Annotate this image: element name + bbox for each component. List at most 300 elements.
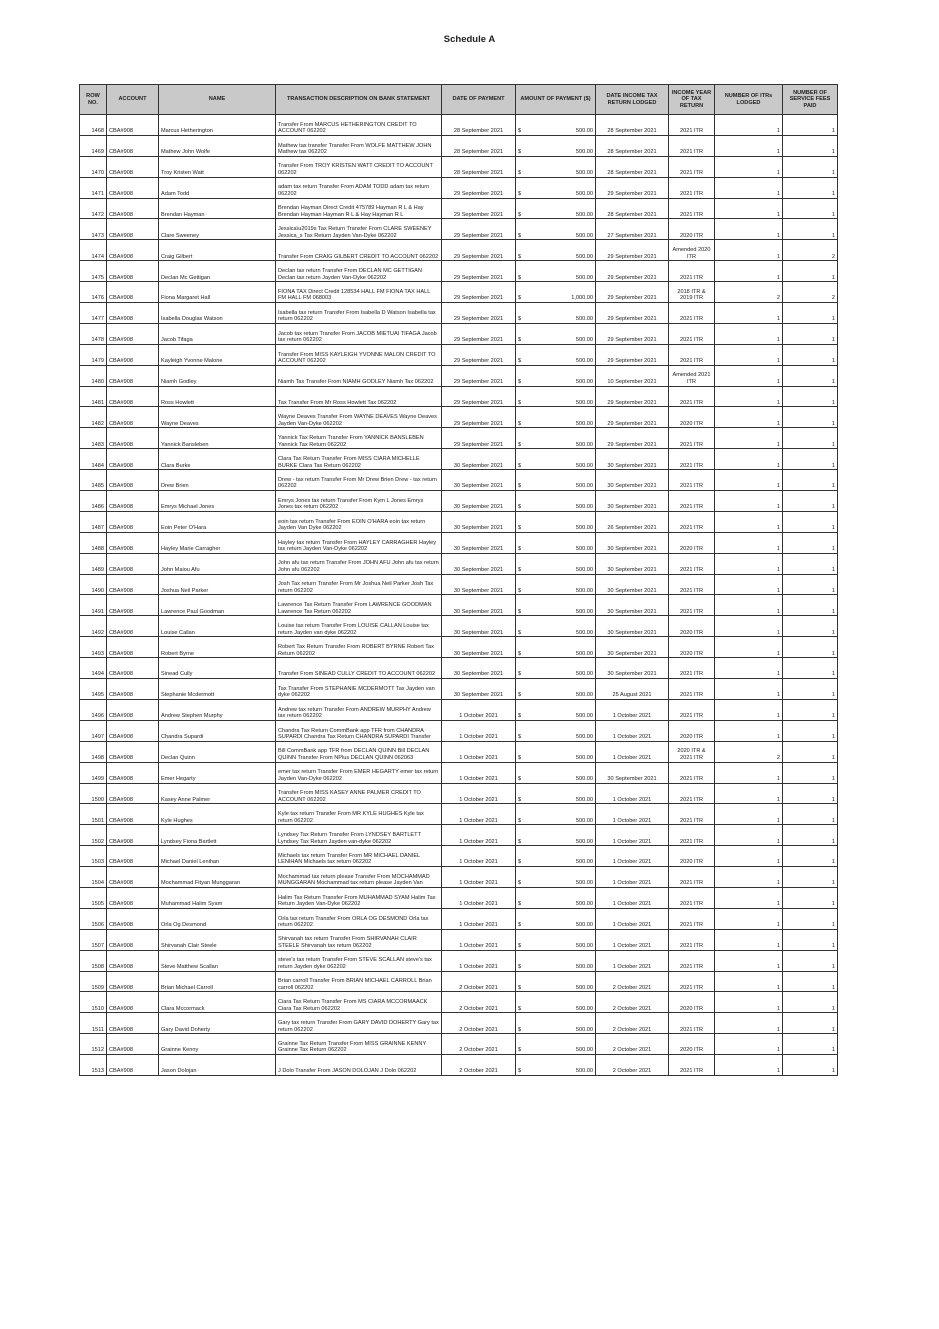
- transaction-description-cell: Mochammad tax return please Transfer From MOCHAMMAD MUNGGARAN Mochammad tax return please Jayden Van: [276, 867, 442, 888]
- currency-symbol: $: [518, 274, 522, 281]
- table-row: [80, 637, 838, 658]
- currency-symbol: $: [518, 1026, 522, 1033]
- income-year-cell: 2021 ITR: [669, 511, 715, 532]
- transaction-description-cell: Jacob tax return Transfer From JACOB MIETUAI TIFAGA Jacob tax return 062202: [276, 323, 442, 344]
- date-of-payment-cell: 30 September 2021: [442, 470, 516, 491]
- transaction-description-cell: adam tax return Transfer From ADAM TODD adam tax return 062202: [276, 177, 442, 198]
- row-number-cell: 1493: [80, 637, 107, 658]
- date-lodged-cell: 29 September 2021: [596, 344, 669, 365]
- header-service-fees-paid: NUMBER OF SERVICE FEES PAID: [783, 85, 838, 115]
- itrs-lodged-cell: 1: [715, 992, 783, 1013]
- transaction-description-cell: Tax Transfer From STEPHANIE MCDERMOTT Tax Jayden van dyke 062202: [276, 679, 442, 700]
- date-of-payment-cell: 29 September 2021: [442, 428, 516, 449]
- name-cell: Eoin Peter O'Hara: [159, 511, 276, 532]
- service-fees-cell: 1: [783, 616, 838, 637]
- amount-value: 500.00: [575, 1047, 593, 1054]
- currency-symbol: $: [518, 441, 522, 448]
- date-of-payment-cell: 2 October 2021: [442, 1055, 516, 1076]
- name-cell: Kayleigh Yvonne Malone: [159, 344, 276, 365]
- itrs-lodged-cell: 1: [715, 449, 783, 470]
- account-cell: CBA#908: [107, 616, 159, 637]
- amount-cell: [516, 511, 596, 532]
- table-row: [80, 804, 838, 825]
- itrs-lodged-cell: 1: [715, 198, 783, 219]
- table-row: [80, 470, 838, 491]
- currency-symbol: $: [518, 775, 522, 782]
- transaction-description-cell: John afu tax return Transfer From JOHN AFU John afu tax return John afu 062202: [276, 553, 442, 574]
- date-lodged-cell: 27 September 2021: [596, 219, 669, 240]
- amount-value: 500.00: [575, 274, 593, 281]
- itrs-lodged-cell: 1: [715, 553, 783, 574]
- amount-cell: [516, 115, 596, 136]
- service-fees-cell: 1: [783, 825, 838, 846]
- income-year-cell: 2021 ITR: [669, 595, 715, 616]
- transaction-description-cell: Transfer From MISS KAYLEIGH YVONNE MALON CREDIT TO ACCOUNT 062202: [276, 344, 442, 365]
- date-lodged-cell: 1 October 2021: [596, 908, 669, 929]
- date-lodged-cell: 30 September 2021: [596, 449, 669, 470]
- amount-value: 500.00: [575, 211, 593, 218]
- amount-value: 500.00: [575, 608, 593, 615]
- service-fees-cell: 1: [783, 428, 838, 449]
- amount-cell: [516, 261, 596, 282]
- name-cell: Steve Matthew Scallan: [159, 950, 276, 971]
- service-fees-cell: 1: [783, 1034, 838, 1055]
- service-fees-cell: 1: [783, 846, 838, 867]
- table-row: [80, 825, 838, 846]
- income-year-cell: 2021 ITR: [669, 428, 715, 449]
- itrs-lodged-cell: 1: [715, 762, 783, 783]
- date-lodged-cell: 1 October 2021: [596, 783, 669, 804]
- itrs-lodged-cell: 1: [715, 240, 783, 261]
- amount-cell: [516, 595, 596, 616]
- income-year-cell: 2021 ITR: [669, 323, 715, 344]
- currency-symbol: $: [518, 546, 522, 553]
- transaction-description-cell: Mathew tax transfer Transfer From WOLFE MATTHEW JOHN Mathew tax 062202: [276, 135, 442, 156]
- date-of-payment-cell: 2 October 2021: [442, 1013, 516, 1034]
- account-cell: CBA#908: [107, 449, 159, 470]
- row-number-cell: 1511: [80, 1013, 107, 1034]
- currency-symbol: $: [518, 838, 522, 845]
- name-cell: Craig Gilbert: [159, 240, 276, 261]
- transaction-description-cell: Niamh Tax Transfer From NIAMH GODLEY Niamh Tax 062202: [276, 365, 442, 386]
- row-number-cell: 1480: [80, 365, 107, 386]
- row-number-cell: 1500: [80, 783, 107, 804]
- account-cell: CBA#908: [107, 135, 159, 156]
- transaction-description-cell: Brian carroll Transfer From BRIAN MICHAEL CARROLL Brian carroll 062202: [276, 971, 442, 992]
- itrs-lodged-cell: 1: [715, 929, 783, 950]
- amount-value: 500.00: [575, 149, 593, 156]
- table-row: [80, 1013, 838, 1034]
- amount-cell: [516, 135, 596, 156]
- itrs-lodged-cell: 1: [715, 135, 783, 156]
- table-row: [80, 261, 838, 282]
- account-cell: CBA#908: [107, 699, 159, 720]
- amount-cell: [516, 804, 596, 825]
- amount-value: 500.00: [575, 838, 593, 845]
- service-fees-cell: 1: [783, 156, 838, 177]
- name-cell: Mathew John Wolfe: [159, 135, 276, 156]
- amount-value: 500.00: [575, 692, 593, 699]
- amount-cell: [516, 198, 596, 219]
- row-number-cell: 1508: [80, 950, 107, 971]
- currency-symbol: $: [518, 817, 522, 824]
- name-cell: Andrew Stephen Murphy: [159, 699, 276, 720]
- date-of-payment-cell: 1 October 2021: [442, 741, 516, 762]
- currency-symbol: $: [518, 190, 522, 197]
- currency-symbol: $: [518, 755, 522, 762]
- currency-symbol: $: [518, 462, 522, 469]
- income-year-cell: 2020 ITR: [669, 720, 715, 741]
- amount-value: 500.00: [575, 901, 593, 908]
- table-row: [80, 449, 838, 470]
- amount-value: 500.00: [575, 1026, 593, 1033]
- service-fees-cell: 1: [783, 407, 838, 428]
- date-of-payment-cell: 30 September 2021: [442, 679, 516, 700]
- transaction-description-cell: Hayley tax return Transfer From HAYLEY CARRAGHER Hayley tax return Jayden Van-Dyke 062202: [276, 532, 442, 553]
- income-year-cell: 2020 ITR: [669, 992, 715, 1013]
- transaction-description-cell: Transfer From TROY KRISTEN WATT CREDIT TO ACCOUNT 062202: [276, 156, 442, 177]
- income-year-cell: 2021 ITR: [669, 449, 715, 470]
- amount-cell: [516, 741, 596, 762]
- itrs-lodged-cell: 1: [715, 470, 783, 491]
- income-year-cell: 2021 ITR: [669, 470, 715, 491]
- itrs-lodged-cell: 1: [715, 637, 783, 658]
- date-lodged-cell: 28 September 2021: [596, 156, 669, 177]
- amount-value: 500.00: [575, 525, 593, 532]
- income-year-cell: 2021 ITR: [669, 344, 715, 365]
- date-of-payment-cell: 30 September 2021: [442, 595, 516, 616]
- service-fees-cell: 1: [783, 637, 838, 658]
- service-fees-cell: 1: [783, 804, 838, 825]
- account-cell: CBA#908: [107, 386, 159, 407]
- row-number-cell: 1484: [80, 449, 107, 470]
- date-lodged-cell: 30 September 2021: [596, 574, 669, 595]
- date-of-payment-cell: 29 September 2021: [442, 282, 516, 303]
- amount-value: 500.00: [575, 587, 593, 594]
- row-number-cell: 1505: [80, 887, 107, 908]
- date-lodged-cell: 1 October 2021: [596, 804, 669, 825]
- currency-symbol: $: [518, 608, 522, 615]
- row-number-cell: 1482: [80, 407, 107, 428]
- income-year-cell: 2018 ITR & 2019 ITR: [669, 282, 715, 303]
- service-fees-cell: 1: [783, 720, 838, 741]
- income-year-cell: 2021 ITR: [669, 386, 715, 407]
- account-cell: CBA#908: [107, 908, 159, 929]
- service-fees-cell: 1: [783, 386, 838, 407]
- amount-cell: [516, 616, 596, 637]
- amount-value: 500.00: [575, 358, 593, 365]
- header-amount-of-payment: AMOUNT OF PAYMENT ($): [516, 85, 596, 115]
- date-of-payment-cell: 1 October 2021: [442, 950, 516, 971]
- date-lodged-cell: 1 October 2021: [596, 825, 669, 846]
- account-cell: CBA#908: [107, 1013, 159, 1034]
- header-name: NAME: [159, 85, 276, 115]
- transaction-description-cell: Gary tax return Transfer From GARY DAVID DOHERTY Gary tax return 062202: [276, 1013, 442, 1034]
- itrs-lodged-cell: 2: [715, 741, 783, 762]
- account-cell: CBA#908: [107, 929, 159, 950]
- itrs-lodged-cell: 1: [715, 491, 783, 512]
- service-fees-cell: 1: [783, 908, 838, 929]
- table-row: [80, 595, 838, 616]
- name-cell: Robert Byrne: [159, 637, 276, 658]
- itrs-lodged-cell: 1: [715, 344, 783, 365]
- income-year-cell: 2021 ITR: [669, 929, 715, 950]
- table-row: [80, 616, 838, 637]
- income-year-cell: 2021 ITR: [669, 1013, 715, 1034]
- itrs-lodged-cell: 1: [715, 407, 783, 428]
- account-cell: CBA#908: [107, 804, 159, 825]
- service-fees-cell: 1: [783, 783, 838, 804]
- currency-symbol: $: [518, 128, 522, 135]
- amount-cell: [516, 783, 596, 804]
- account-cell: CBA#908: [107, 240, 159, 261]
- date-of-payment-cell: 29 September 2021: [442, 261, 516, 282]
- date-of-payment-cell: 29 September 2021: [442, 407, 516, 428]
- table-row: [80, 992, 838, 1013]
- date-of-payment-cell: 2 October 2021: [442, 971, 516, 992]
- income-year-cell: 2021 ITR: [669, 762, 715, 783]
- currency-symbol: $: [518, 713, 522, 720]
- income-year-cell: Amended 2021 ITR: [669, 365, 715, 386]
- itrs-lodged-cell: 1: [715, 867, 783, 888]
- amount-cell: [516, 365, 596, 386]
- date-of-payment-cell: 1 October 2021: [442, 720, 516, 741]
- amount-value: 500.00: [575, 378, 593, 385]
- row-number-cell: 1494: [80, 658, 107, 679]
- table-row: [80, 908, 838, 929]
- amount-cell: [516, 282, 596, 303]
- account-cell: CBA#908: [107, 115, 159, 136]
- service-fees-cell: 1: [783, 449, 838, 470]
- transaction-description-cell: J Dolo Transfer From JASON DOLOJAN J Dolo 062202: [276, 1055, 442, 1076]
- row-number-cell: 1509: [80, 971, 107, 992]
- service-fees-cell: 1: [783, 511, 838, 532]
- currency-symbol: $: [518, 358, 522, 365]
- amount-value: 500.00: [575, 1068, 593, 1075]
- income-year-cell: 2020 ITR: [669, 1034, 715, 1055]
- service-fees-cell: 1: [783, 261, 838, 282]
- amount-value: 500.00: [575, 650, 593, 657]
- name-cell: Chandra Supardi: [159, 720, 276, 741]
- table-row: [80, 303, 838, 324]
- account-cell: CBA#908: [107, 992, 159, 1013]
- income-year-cell: 2021 ITR: [669, 135, 715, 156]
- date-of-payment-cell: 30 September 2021: [442, 616, 516, 637]
- row-number-cell: 1486: [80, 491, 107, 512]
- row-number-cell: 1477: [80, 303, 107, 324]
- transaction-description-cell: FIONA TAX Direct Credit 128534 HALL FM FIONA TAX HALL FM HALL FM 068003: [276, 282, 442, 303]
- service-fees-cell: 1: [783, 595, 838, 616]
- income-year-cell: 2020 ITR: [669, 637, 715, 658]
- row-number-cell: 1491: [80, 595, 107, 616]
- itrs-lodged-cell: 1: [715, 574, 783, 595]
- table-row: [80, 491, 838, 512]
- account-cell: CBA#908: [107, 303, 159, 324]
- name-cell: Clara Mccormack: [159, 992, 276, 1013]
- account-cell: CBA#908: [107, 637, 159, 658]
- name-cell: Emer Hegarty: [159, 762, 276, 783]
- currency-symbol: $: [518, 170, 522, 177]
- date-of-payment-cell: 29 September 2021: [442, 177, 516, 198]
- account-cell: CBA#908: [107, 365, 159, 386]
- date-of-payment-cell: 1 October 2021: [442, 783, 516, 804]
- currency-symbol: $: [518, 1068, 522, 1075]
- itrs-lodged-cell: 1: [715, 386, 783, 407]
- account-cell: CBA#908: [107, 198, 159, 219]
- service-fees-cell: 1: [783, 971, 838, 992]
- date-lodged-cell: 26 September 2021: [596, 511, 669, 532]
- table-row: [80, 741, 838, 762]
- account-cell: CBA#908: [107, 261, 159, 282]
- service-fees-cell: 1: [783, 762, 838, 783]
- table-row: [80, 386, 838, 407]
- date-lodged-cell: 30 September 2021: [596, 658, 669, 679]
- account-cell: CBA#908: [107, 1034, 159, 1055]
- table-row: [80, 365, 838, 386]
- table-row: [80, 219, 838, 240]
- name-cell: Kyle Hughes: [159, 804, 276, 825]
- name-cell: Clara Burke: [159, 449, 276, 470]
- date-of-payment-cell: 1 October 2021: [442, 867, 516, 888]
- date-of-payment-cell: 30 September 2021: [442, 491, 516, 512]
- service-fees-cell: 1: [783, 992, 838, 1013]
- amount-cell: [516, 867, 596, 888]
- name-cell: Muhammad Halim Syam: [159, 887, 276, 908]
- service-fees-cell: 1: [783, 115, 838, 136]
- page-title: Schedule A: [443, 34, 496, 45]
- transaction-description-cell: Tax Transfer From Mr Ross Howlett Tax 062202: [276, 386, 442, 407]
- transaction-description-cell: Brendan Hayman Direct Credit 475789 Hayman R L & Hay Brendan Hayman Hayman R L & Hay Hayman R L: [276, 198, 442, 219]
- row-number-cell: 1513: [80, 1055, 107, 1076]
- amount-value: 500.00: [575, 316, 593, 323]
- date-lodged-cell: 29 September 2021: [596, 323, 669, 344]
- transaction-description-cell: Ciara Tax Return Transfer From MS CIARA MCCORMAACK Ciara Tax Return 062202: [276, 992, 442, 1013]
- transaction-description-cell: Chandra Tax Return CommBank app TFR from CHANDRA SUPARDI Chandra Tax Return CHANDRA SUPARDI Transfer: [276, 720, 442, 741]
- account-cell: CBA#908: [107, 679, 159, 700]
- income-year-cell: 2021 ITR: [669, 971, 715, 992]
- currency-symbol: $: [518, 984, 522, 991]
- name-cell: Niamh Godley: [159, 365, 276, 386]
- date-lodged-cell: 2 October 2021: [596, 992, 669, 1013]
- amount-cell: [516, 679, 596, 700]
- date-lodged-cell: 30 September 2021: [596, 532, 669, 553]
- income-year-cell: 2020 ITR & 2021 ITR: [669, 741, 715, 762]
- header-date-lodged: DATE INCOME TAX RETURN LODGED: [596, 85, 669, 115]
- amount-value: 500.00: [575, 399, 593, 406]
- name-cell: Kasey Anne Palmer: [159, 783, 276, 804]
- name-cell: Isabella Douglas Watson: [159, 303, 276, 324]
- amount-value: 500.00: [575, 128, 593, 135]
- name-cell: Marcus Hetherington: [159, 115, 276, 136]
- amount-cell: [516, 491, 596, 512]
- amount-value: 500.00: [575, 462, 593, 469]
- currency-symbol: $: [518, 211, 522, 218]
- account-cell: CBA#908: [107, 971, 159, 992]
- date-lodged-cell: 30 September 2021: [596, 491, 669, 512]
- date-of-payment-cell: 29 September 2021: [442, 365, 516, 386]
- transaction-description-cell: Yannick Tax Return Transfer From YANNICK BANSLEBEN Yannick Tax Return 062202: [276, 428, 442, 449]
- date-lodged-cell: 30 September 2021: [596, 470, 669, 491]
- amount-cell: [516, 177, 596, 198]
- table-body: [80, 115, 838, 1076]
- amount-value: 500.00: [575, 441, 593, 448]
- service-fees-cell: 1: [783, 658, 838, 679]
- account-cell: CBA#908: [107, 156, 159, 177]
- date-of-payment-cell: 29 September 2021: [442, 386, 516, 407]
- itrs-lodged-cell: 1: [715, 595, 783, 616]
- amount-value: 500.00: [575, 1005, 593, 1012]
- service-fees-cell: 1: [783, 365, 838, 386]
- amount-value: 500.00: [575, 671, 593, 678]
- itrs-lodged-cell: 1: [715, 428, 783, 449]
- transaction-description-cell: Transfer From MISS KASEY ANNE PALMER CREDIT TO ACCOUNT 062202: [276, 783, 442, 804]
- row-number-cell: 1490: [80, 574, 107, 595]
- table-row: [80, 428, 838, 449]
- date-lodged-cell: 1 October 2021: [596, 741, 669, 762]
- itrs-lodged-cell: 1: [715, 156, 783, 177]
- transaction-description-cell: Drew - tax return Transfer From Mr Drew Brien Drew - tax return 062202: [276, 470, 442, 491]
- name-cell: Wayne Deaves: [159, 407, 276, 428]
- row-number-cell: 1488: [80, 532, 107, 553]
- row-number-cell: 1478: [80, 323, 107, 344]
- income-year-cell: 2021 ITR: [669, 699, 715, 720]
- itrs-lodged-cell: 2: [715, 282, 783, 303]
- itrs-lodged-cell: 1: [715, 950, 783, 971]
- date-lodged-cell: 2 October 2021: [596, 971, 669, 992]
- amount-value: 500.00: [575, 755, 593, 762]
- amount-cell: [516, 449, 596, 470]
- date-of-payment-cell: 29 September 2021: [442, 240, 516, 261]
- date-lodged-cell: 30 September 2021: [596, 637, 669, 658]
- row-number-cell: 1479: [80, 344, 107, 365]
- header-account: ACCOUNT: [107, 85, 159, 115]
- service-fees-cell: 1: [783, 887, 838, 908]
- income-year-cell: 2020 ITR: [669, 219, 715, 240]
- row-number-cell: 1473: [80, 219, 107, 240]
- income-year-cell: 2020 ITR: [669, 616, 715, 637]
- transaction-description-cell: Lawrence Tax Return Transfer From LAWRENCE GOODMAN Lawrence Tax Return 062202: [276, 595, 442, 616]
- date-lodged-cell: 29 September 2021: [596, 240, 669, 261]
- account-cell: CBA#908: [107, 741, 159, 762]
- currency-symbol: $: [518, 796, 522, 803]
- row-number-cell: 1487: [80, 511, 107, 532]
- amount-cell: [516, 386, 596, 407]
- name-cell: Ross Howlett: [159, 386, 276, 407]
- amount-cell: [516, 846, 596, 867]
- table-row: [80, 1034, 838, 1055]
- name-cell: Gary David Doherty: [159, 1013, 276, 1034]
- transaction-description-cell: Robert Tax Return Transfer From ROBERT BYRNE Robert Tax Return 062202: [276, 637, 442, 658]
- date-of-payment-cell: 29 September 2021: [442, 219, 516, 240]
- currency-symbol: $: [518, 378, 522, 385]
- date-of-payment-cell: 1 October 2021: [442, 699, 516, 720]
- amount-value: 500.00: [575, 817, 593, 824]
- transaction-description-cell: Transfer From MARCUS HETHERINGTON CREDIT TO ACCOUNT 062202: [276, 115, 442, 136]
- date-lodged-cell: 30 September 2021: [596, 616, 669, 637]
- date-lodged-cell: 2 October 2021: [596, 1055, 669, 1076]
- transactions-table: [79, 84, 838, 1076]
- name-cell: Mochammad Fityan Munggaran: [159, 867, 276, 888]
- date-of-payment-cell: 30 September 2021: [442, 553, 516, 574]
- date-of-payment-cell: 29 September 2021: [442, 344, 516, 365]
- name-cell: Louise Callan: [159, 616, 276, 637]
- date-lodged-cell: 1 October 2021: [596, 929, 669, 950]
- table-row: [80, 135, 838, 156]
- amount-value: 500.00: [575, 775, 593, 782]
- amount-value: 500.00: [575, 734, 593, 741]
- amount-cell: [516, 156, 596, 177]
- row-number-cell: 1507: [80, 929, 107, 950]
